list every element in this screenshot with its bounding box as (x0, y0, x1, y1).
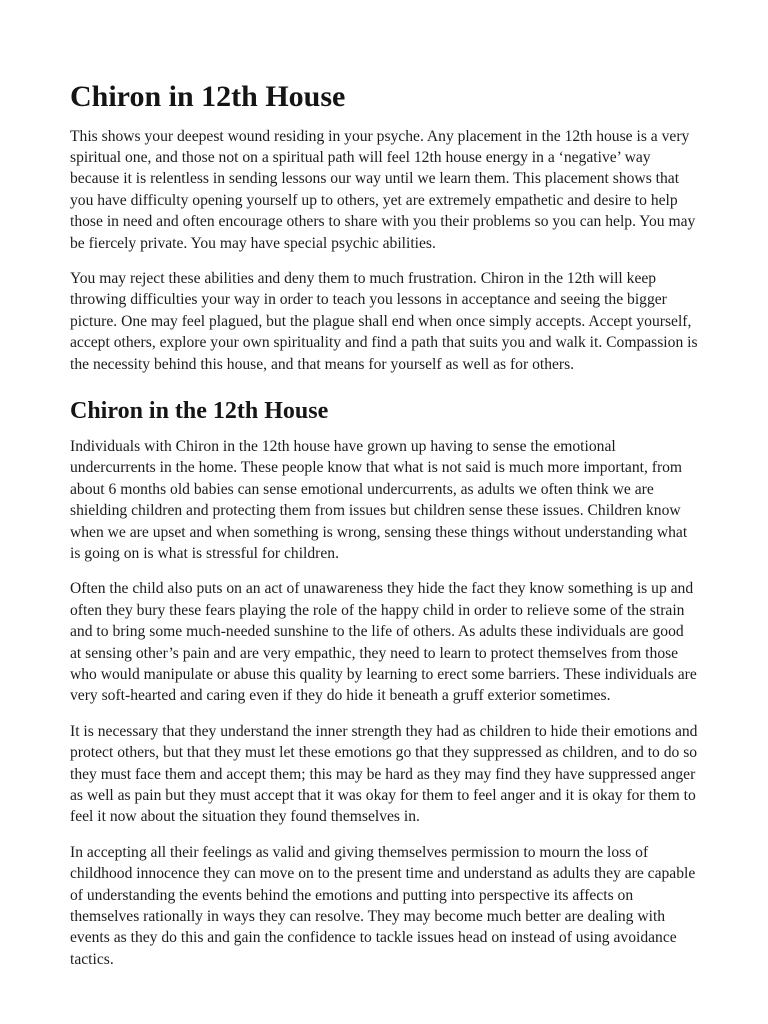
section-paragraph-3: It is necessary that they understand the inner strength they had as children to hide their emotions and protect others, but that they must let these emotions go that they suppressed as children, and to do so they must face them and accept them; this may be hard as they may find they have suppressed anger as well as pain but they must accept that it was okay for them to feel anger and it is okay for them to feel it now about the situation they found themselves in. (70, 722, 698, 826)
section-paragraph-4: In accepting all their feelings as valid and giving themselves permission to mourn the loss of childhood innocence they can move on to the present time and understand as adults they are capable of understanding the events behind the emotions and putting into perspective its affects on themselves rationally in ways they can resolve. They may become much better are dealing with events as they do this and gain the confidence to tackle issues head on instead of using avoidance tactics. (70, 843, 696, 968)
section-paragraph-2: Often the child also puts on an act of unawareness they hide the fact they know something is up and often they bury these fears playing the role of the happy child in order to relieve some of the strain and to bring some much-needed sunshine to the life of others. As adults these individuals are good at sensing other’s pain and are very empathic, they need to learn to protect themselves from those who would manipulate or abuse this quality by learning to erect some barriers. These individuals are very soft-hearted and caring even if they do hide it beneath a gruff exterior sometimes. (70, 580, 697, 705)
intro-paragraph-2: You may reject these abilities and deny them to much frustration. Chiron in the 12th will keep throwing difficulties your way in order to teach you lessons in acceptance and seeing the bigger picture. One may feel plagued, but the plague shall end when once simply accepts. Accept yourself, accept others, explore your own spirituality and find a path that suits you and walk it. Compassion is the necessity behind this house, and that means for yourself as well as for others. (70, 270, 698, 373)
intro-paragraph-1: This shows your deepest wound residing in your psyche. Any placement in the 12th house is a very spiritual one, and those not on a spiritual path will feel 12th house energy in a ‘negative’ way because it is relentless in sending lessons our way until we learn them. This placement shows that you have difficulty opening yourself up to others, yet are extremely empathetic and desire to help those in need and often encourage others to share with you their problems so you can help. You may be fiercely private. You may have special psychic abilities. (70, 127, 696, 252)
document-title: Chiron in 12th House (70, 80, 346, 113)
section-paragraph-1: Individuals with Chiron in the 12th house have grown up having to sense the emotional undercurrents in the home. These people know that what is not said is much more important, from about 6 months old babies can sense emotional undercurrents, as adults we often think we are shielding children and protecting them from issues but children sense these issues. Children know when we are upset and when something is wrong, sensing these things without understanding what is going on is what is stressful for children. (70, 437, 688, 562)
section-heading: Chiron in the 12th House (70, 398, 329, 425)
